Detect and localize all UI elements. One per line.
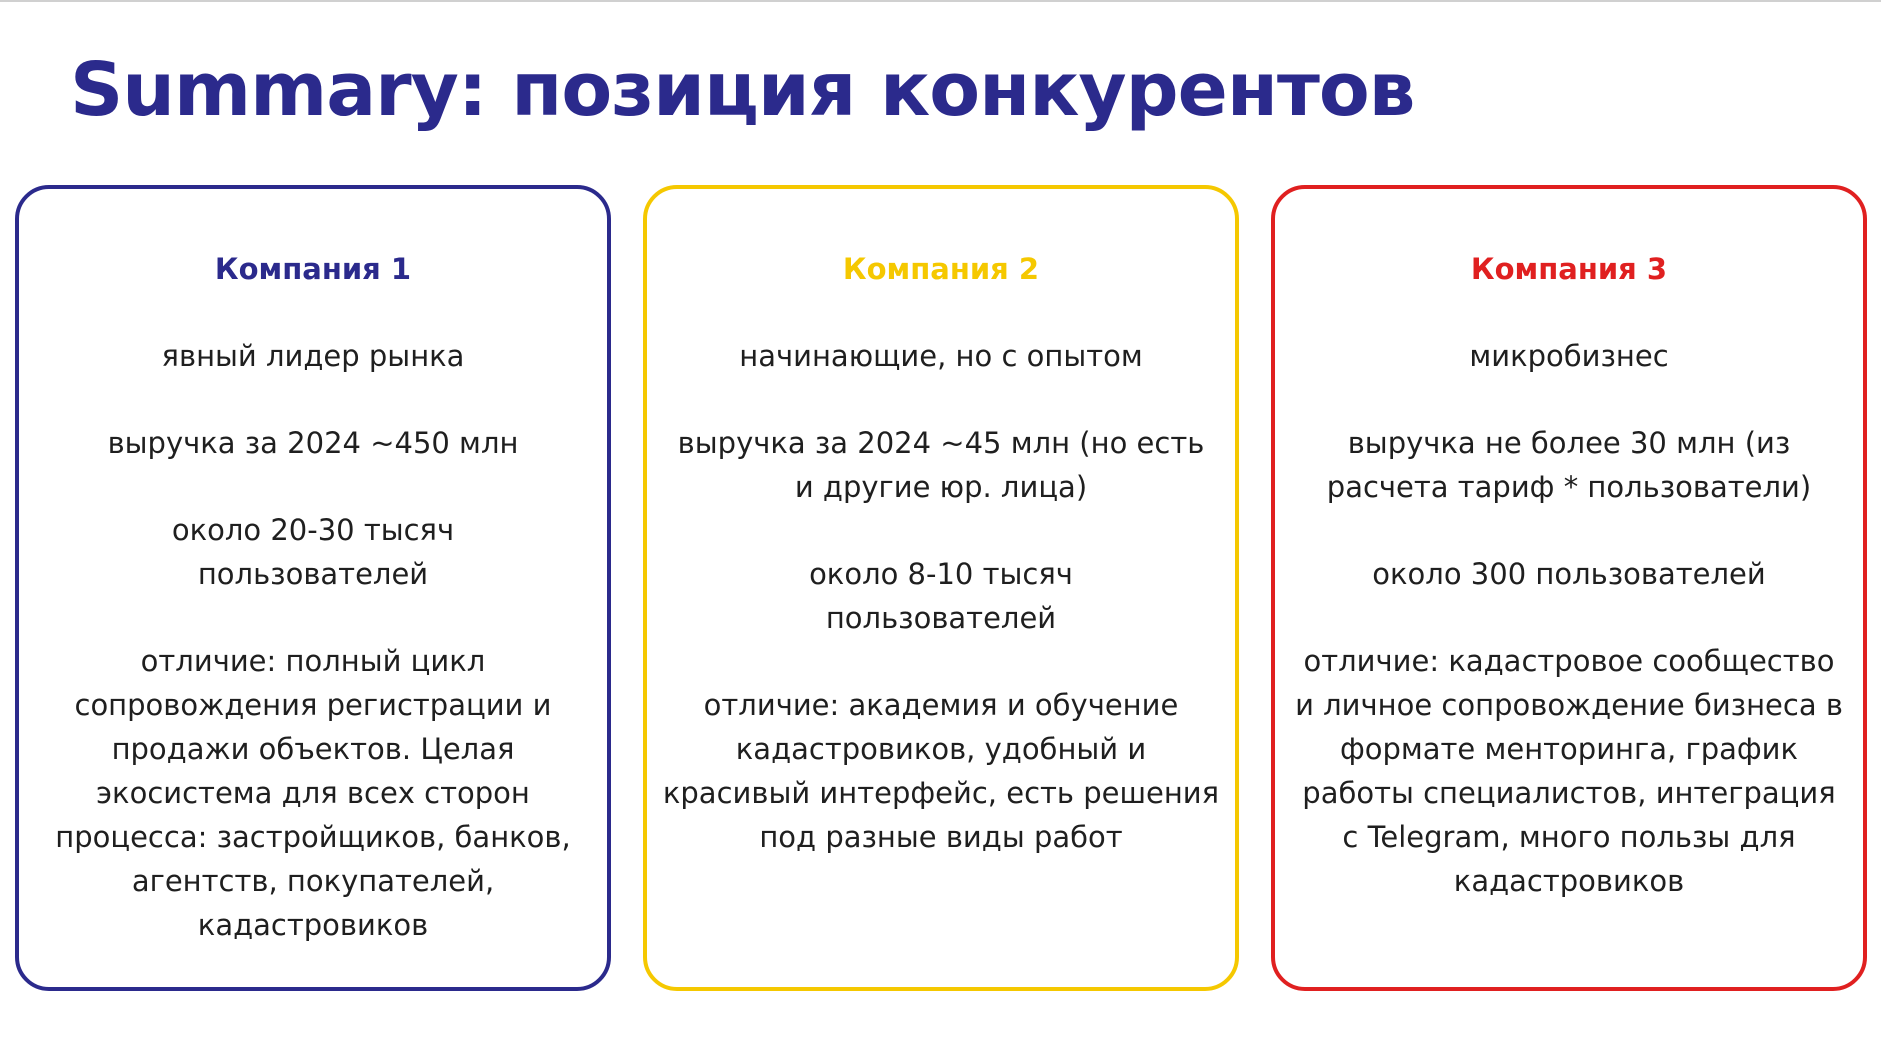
- company-card-2: [643, 185, 1239, 991]
- company-3-name: Компания 3: [1470, 252, 1668, 286]
- company-2-difference: отличие: академия и обучение кадастровиков, удобный и красивый интерфейс, есть решения под разные виды работ: [662, 688, 1220, 854]
- company-3-position: микробизнес: [1469, 339, 1669, 373]
- company-card-1: [15, 185, 611, 991]
- company-1-revenue: выручка за 2024 ~450 млн: [107, 426, 519, 460]
- page-title: Summary: позиция конкурентов: [70, 47, 1415, 133]
- company-2-position: начинающие, но с опытом: [739, 339, 1143, 373]
- company-3-users: около 300 пользователей: [1372, 557, 1766, 591]
- company-1-position: явный лидер рынка: [161, 339, 465, 373]
- company-1-users: около 20-30 тысяч пользователей: [171, 513, 455, 591]
- company-1-difference: отличие: полный цикл сопровождения регистрации и продажи объектов. Целая экосистема для всех сторон процесса: застройщиков, банков, агентств, покупателей, кадастровиков: [55, 644, 571, 942]
- company-3-revenue: выручка не более 30 млн (из расчета тариф * пользователи): [1326, 426, 1812, 504]
- top-divider: [0, 0, 1881, 2]
- company-2-name: Компания 2: [842, 252, 1040, 286]
- company-1-name: Компания 1: [214, 252, 412, 286]
- company-2-users: около 8-10 тысяч пользователей: [809, 557, 1073, 635]
- company-3-difference: отличие: кадастровое сообщество и личное сопровождение бизнеса в формате менторинга, график работы специалистов, интеграция с Telegram, много пользы для кадастровиков: [1295, 644, 1843, 898]
- company-card-3: [1271, 185, 1867, 991]
- company-2-revenue: выручка за 2024 ~45 млн (но есть и другие юр. лица): [677, 426, 1205, 504]
